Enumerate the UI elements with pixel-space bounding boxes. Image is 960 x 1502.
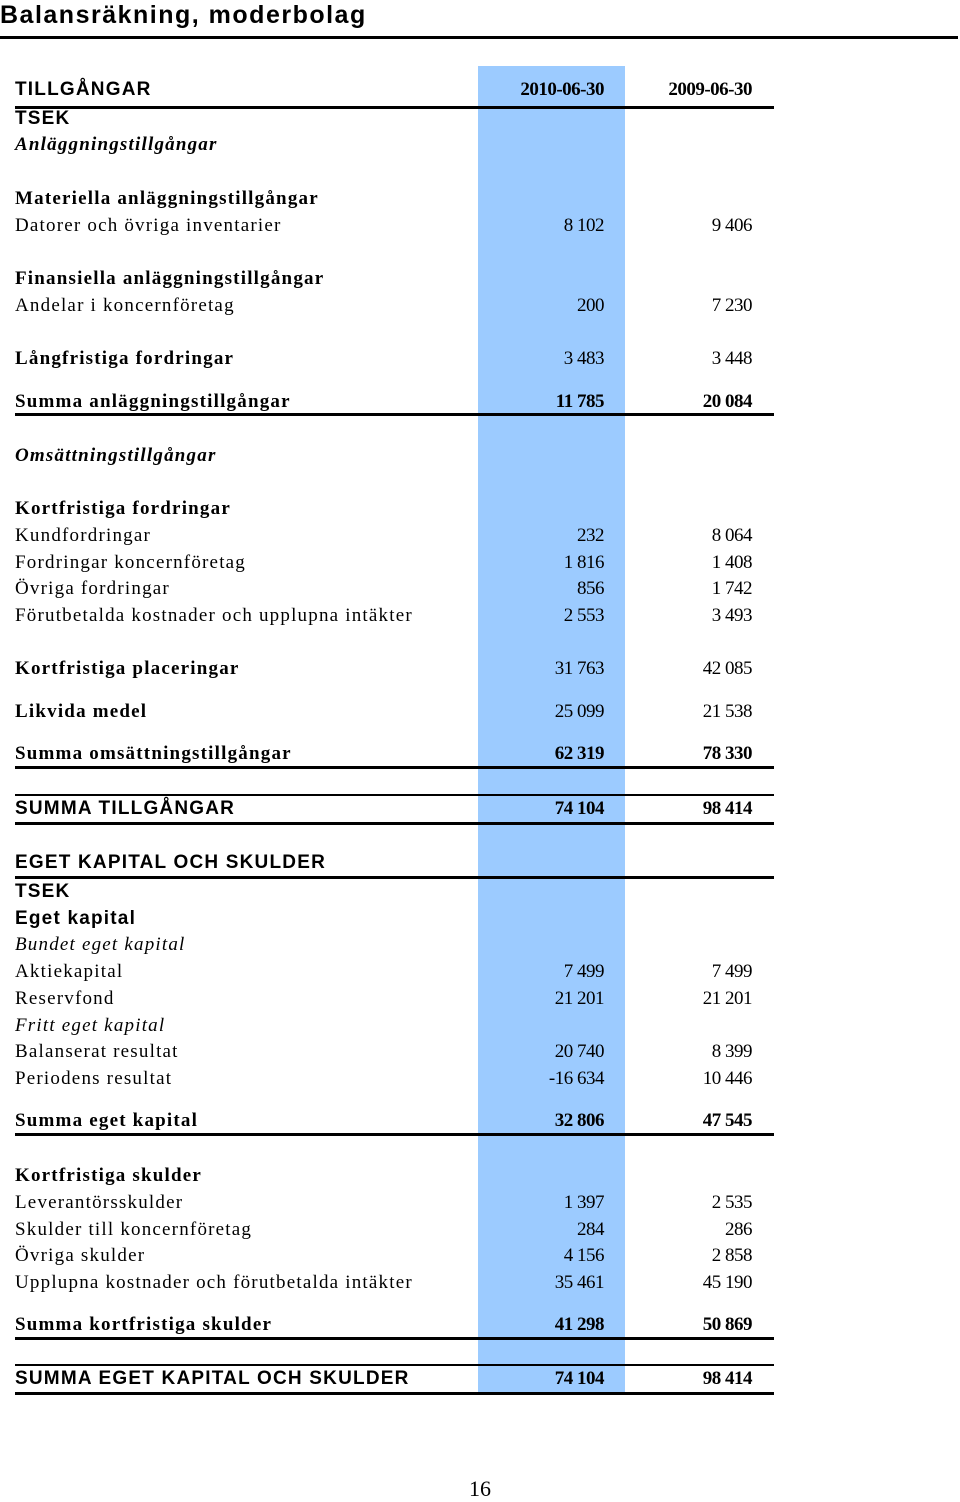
assets-heading: TILLGÅNGAR [15,79,152,100]
restricted-equity-heading: Bundet eget kapital [15,934,186,955]
total-row [0,389,960,415]
previous-value: 78 330 [702,743,752,764]
section-heading [0,932,960,958]
current-value: 20 740 [554,1041,604,1062]
current-value: 284 [577,1219,604,1240]
row-label: Förutbetalda kostnader och upplupna intäkter [15,605,413,626]
current-value: 31 763 [554,658,604,679]
table-row [0,1190,960,1216]
section-heading [0,443,960,469]
equity-liabilities-header-row [0,850,960,876]
total-row [0,1108,960,1134]
row-label: Summa omsättningstillgångar [15,743,292,764]
section-heading [0,1163,960,1189]
row-label: Övriga fordringar [15,578,170,599]
unit-label: TSEK [15,108,71,129]
free-equity-heading: Fritt eget kapital [15,1015,166,1036]
row-label: Aktiekapital [15,961,124,982]
equity-heading: Eget kapital [15,908,137,929]
current-value: 11 785 [555,391,604,412]
previous-value: 1 408 [711,552,752,573]
current-value: 8 102 [563,215,604,236]
table-row [0,986,960,1012]
previous-value: 286 [725,1219,752,1240]
previous-value: 98 414 [702,798,752,819]
previous-value: 45 190 [702,1272,752,1293]
previous-value: 7 230 [711,295,752,316]
title-divider [0,36,958,39]
column-header-previous: 2009-06-30 [668,79,752,100]
section-heading [0,906,960,932]
table-row [0,699,960,725]
table-row [0,1039,960,1065]
row-label: Övriga skulder [15,1245,146,1266]
previous-value: 2 535 [711,1192,752,1213]
table-row [0,346,960,372]
row-label: Andelar i koncernföretag [15,295,235,316]
row-label: SUMMA EGET KAPITAL OCH SKULDER [15,1368,410,1389]
table-row [0,550,960,576]
row-label: Skulder till koncernföretag [15,1219,253,1240]
current-value: 3 483 [563,348,604,369]
fixed-assets-heading: Anläggningstillgångar [15,134,218,155]
total-rule [15,413,774,416]
section-heading [0,186,960,212]
current-assets-heading: Omsättningstillgångar [15,445,217,466]
previous-value: 20 084 [702,391,752,412]
tangible-assets-heading: Materiella anläggningstillgångar [15,188,319,209]
table-row [0,1243,960,1269]
current-value: 1 816 [563,552,604,573]
current-value: 4 156 [563,1245,604,1266]
row-label: Kundfordringar [15,525,152,546]
grand-total-bottom-rule [15,1392,774,1395]
current-value: 21 201 [554,988,604,1009]
current-value: 1 397 [563,1192,604,1213]
previous-value: 1 742 [711,578,752,599]
section-heading [0,496,960,522]
table-row [0,1270,960,1296]
row-label: Reservfond [15,988,115,1009]
row-label: Leverantörsskulder [15,1192,184,1213]
previous-value: 42 085 [702,658,752,679]
current-value: 25 099 [554,701,604,722]
row-label: Balanserat resultat [15,1041,179,1062]
current-value: 200 [577,295,604,316]
current-value: 856 [577,578,604,599]
section-heading [0,1013,960,1039]
row-label: Summa eget kapital [15,1110,199,1131]
row-label: Summa kortfristiga skulder [15,1314,273,1335]
previous-value: 21 201 [702,988,752,1009]
grand-total-row [0,796,960,822]
unit-label: TSEK [15,881,71,902]
table-row [0,603,960,629]
current-value: 74 104 [554,1368,604,1389]
total-rule [15,766,774,769]
row-label: Datorer och övriga inventarier [15,215,282,236]
current-value: 7 499 [563,961,604,982]
table-row [0,576,960,602]
previous-value: 7 499 [711,961,752,982]
previous-value: 8 399 [711,1041,752,1062]
table-row [0,523,960,549]
previous-value: 50 869 [702,1314,752,1335]
table-row [0,656,960,682]
previous-value: 2 858 [711,1245,752,1266]
section-heading [0,132,960,158]
previous-value: 8 064 [711,525,752,546]
table-row [0,1066,960,1092]
unit-row [0,879,960,905]
current-value: -16 634 [548,1068,604,1089]
current-value: 2 553 [563,605,604,626]
row-label: Likvida medel [15,701,148,722]
previous-value: 21 538 [702,701,752,722]
grand-total-row [0,1366,960,1392]
equity-liabilities-heading: EGET KAPITAL OCH SKULDER [15,852,326,873]
row-label: Kortfristiga placeringar [15,658,240,679]
total-row [0,741,960,767]
table-row [0,1217,960,1243]
short-receivables-heading: Kortfristiga fordringar [15,498,231,519]
grand-total-bottom-rule [15,822,774,825]
page-title: Balansräkning, moderbolag [0,1,367,29]
total-rule [15,1337,774,1340]
total-rule [15,1133,774,1136]
row-label: Summa anläggningstillgångar [15,391,291,412]
row-label: Upplupna kostnader och förutbetalda intäkter [15,1272,413,1293]
current-value: 35 461 [554,1272,604,1293]
previous-value: 3 448 [711,348,752,369]
current-value: 74 104 [554,798,604,819]
row-label: Långfristiga fordringar [15,348,235,369]
short-liabilities-heading: Kortfristiga skulder [15,1165,203,1186]
current-value: 232 [577,525,604,546]
current-value: 32 806 [554,1110,604,1131]
table-row [0,293,960,319]
previous-value: 47 545 [702,1110,752,1131]
section-heading [0,266,960,292]
unit-row [0,106,960,132]
column-header-current: 2010-06-30 [520,79,604,100]
previous-value: 98 414 [702,1368,752,1389]
row-label: SUMMA TILLGÅNGAR [15,798,236,819]
assets-header-row [0,77,960,103]
row-label: Fordringar koncernföretag [15,552,247,573]
previous-value: 3 493 [711,605,752,626]
current-value: 62 319 [554,743,604,764]
current-value: 41 298 [554,1314,604,1335]
row-label: Periodens resultat [15,1068,173,1089]
previous-value: 9 406 [711,215,752,236]
table-row [0,959,960,985]
financial-assets-heading: Finansiella anläggningstillgångar [15,268,325,289]
page-number: 16 [469,1476,491,1501]
total-row [0,1312,960,1338]
previous-value: 10 446 [702,1068,752,1089]
table-row [0,213,960,239]
